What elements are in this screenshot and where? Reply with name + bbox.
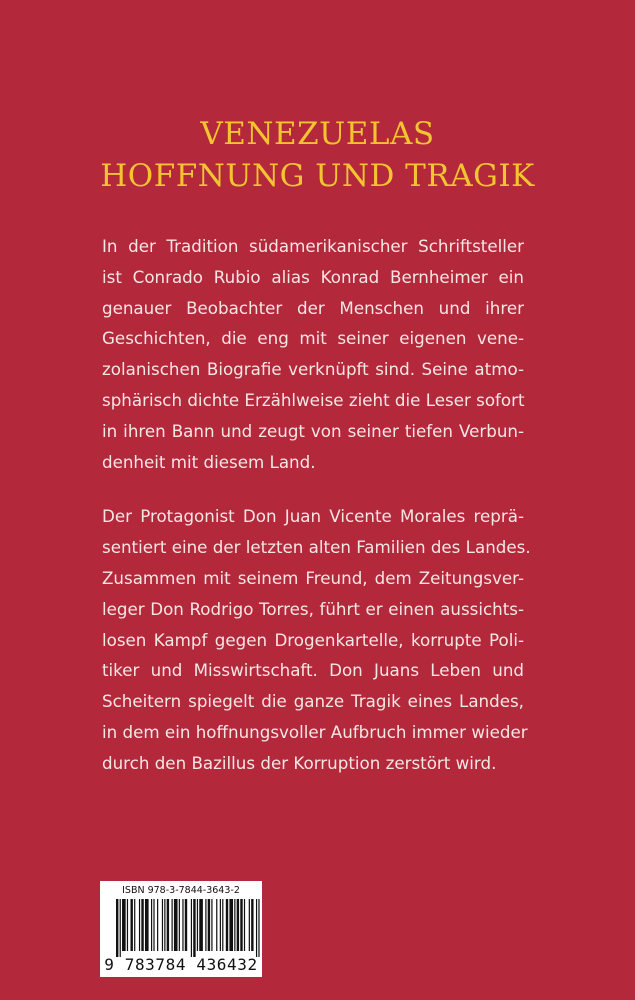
barcode-bar [130, 899, 132, 951]
text-line: ist Conrado Rubio alias Konrad Bernheimer ein [102, 266, 524, 287]
barcode-bar [197, 899, 198, 951]
barcode-bar [179, 899, 180, 951]
text-line: tiker und Misswirtschaft. Don Juans Leben und [102, 660, 524, 681]
barcode-bar [216, 899, 217, 951]
barcode-bar [145, 899, 149, 951]
paragraph-gap [102, 477, 524, 501]
title-line-1: VENEZUELAS [200, 116, 435, 152]
barcode-bar [162, 899, 163, 951]
isbn-label: ISBN 978-3-7844-3643-2 [122, 885, 240, 896]
barcode-bar [199, 899, 203, 951]
barcode-bar [134, 899, 135, 951]
barcode-bar [191, 899, 192, 957]
title-line-2: HOFFNUNG UND TRAGIK [100, 158, 535, 194]
barcode-bar [234, 899, 235, 951]
barcode-bar [226, 899, 228, 951]
blurb-paragraph-1 [102, 231, 524, 477]
barcode-bar [151, 899, 152, 951]
barcode-bar [167, 899, 169, 951]
text-line: Zusammen mit seinem Freund, dem Zeitungsver- [102, 567, 524, 588]
barcode-bar [127, 899, 128, 951]
barcode-bar [240, 899, 242, 951]
text-line: leger Don Rodrigo Torres, führt er einen aussichts- [102, 598, 524, 619]
barcode-bar [141, 899, 143, 951]
text-line: in dem ein hoffnungsvoller Aufbruch immer wieder [102, 721, 528, 742]
text-line: durch den Bazillus der Korruption zerstört wird. [102, 752, 497, 773]
barcode-bar [256, 899, 257, 957]
text-line: genauer Beobachter der Menschen und ihrer [102, 297, 524, 318]
barcode-bar [220, 899, 221, 951]
barcode-bar [116, 899, 118, 957]
text-line: Der Protagonist Don Juan Vicente Morales reprä- [102, 506, 524, 527]
barcode-bar [185, 899, 187, 951]
text-line: In der Tradition südamerikanischer Schriftsteller [102, 236, 524, 256]
barcode-bar [208, 899, 210, 951]
text-line: sphärisch dichte Erzählweise zieht die Leser sofort [102, 389, 525, 410]
barcode-bar [222, 899, 223, 951]
barcode-bar [193, 899, 195, 957]
barcode-bar [157, 899, 158, 951]
cover-title [0, 113, 635, 197]
barcode-bar [211, 899, 212, 951]
blurb [102, 231, 531, 779]
barcode-bar [229, 899, 233, 951]
barcode-bar [249, 899, 250, 951]
text-line: denheit mit diesem Land. [102, 451, 316, 472]
barcode-bar [174, 899, 178, 951]
barcode-bar [182, 899, 183, 951]
barcode-bar [122, 899, 126, 951]
barcode-bar [251, 899, 253, 951]
barcode-bar [237, 899, 239, 951]
text-line: losen Kampf gegen Drogenkartelle, korrupte Poli- [102, 629, 524, 650]
text-line: zolanischen Biografie verknüpft sind. Seine atmo- [102, 359, 524, 380]
text-line: Scheitern spiegelt die ganze Tragik eines Landes, [102, 691, 524, 712]
barcode-bar [164, 899, 165, 951]
barcode-digits: 9 783784 436432 [104, 955, 258, 974]
barcode-bar [244, 899, 245, 951]
text-line: sentiert eine der letzten alten Familien des Landes. [102, 537, 531, 558]
barcode-bar [258, 899, 259, 957]
barcode-bars [116, 899, 262, 957]
barcode-bar [120, 899, 121, 957]
barcode-bar [153, 899, 154, 951]
barcode-bar [205, 899, 206, 951]
barcode-bar [172, 899, 173, 951]
barcode-bar [139, 899, 140, 951]
blurb-paragraph-2 [102, 501, 531, 778]
text-line: in ihren Bann und zeugt von seiner tiefen Verbun- [102, 420, 524, 441]
isbn-barcode [100, 881, 262, 977]
text-line: Geschichten, die eng mit seiner eigenen vene- [102, 328, 524, 349]
